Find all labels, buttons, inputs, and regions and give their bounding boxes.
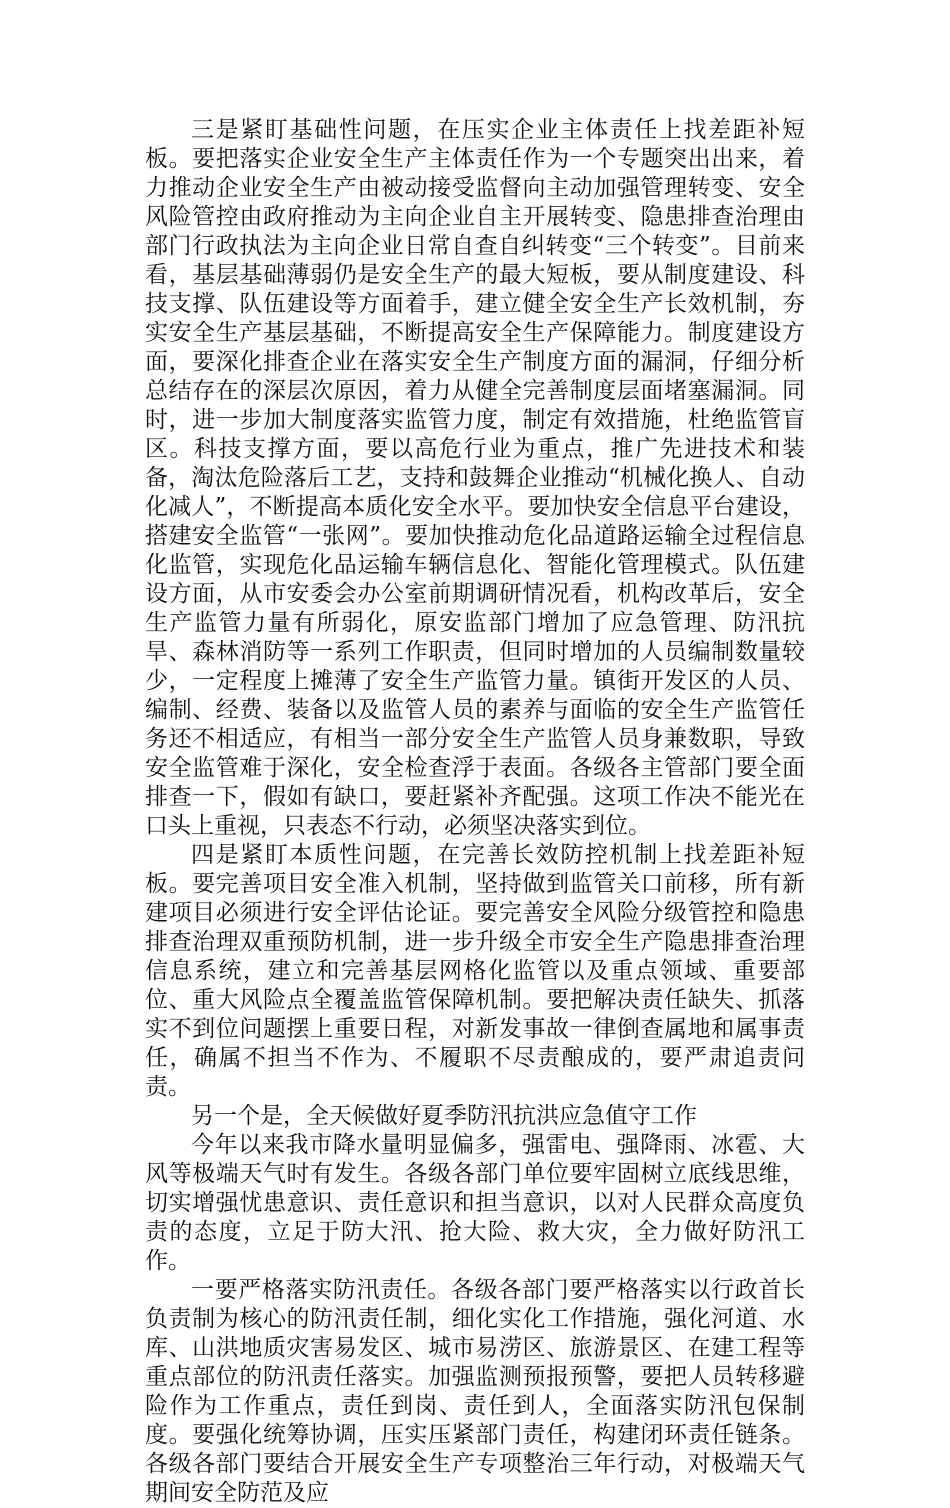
document-body [145,116,805,1508]
paragraph-flood-overview: 今年以来我市降水量明显偏多，强雷电、强降雨、冰雹、大风等极端天气时有发生。各级各部门单位要牢固树立底线思维，切实增强忧患意识、责任意识和担当意识，以对人民群众高度负责的态度，立足于防大汛、抢大险、救大灾，全力做好防汛工作。 [145,1132,805,1274]
paragraph-basic-issues: 三是紧盯基础性问题，在压实企业主体责任上找差距补短板。要把落实企业安全生产主体责任作为一个专题突出出来，着力推动企业安全生产由被动接受监督向主动加强管理转变、安全风险管控由政府推动为主向企业自主开展转变、隐患排查治理由部门行政执法为主向企业日常自查自纠转变“三个转变”。目前来看，基层基础薄弱仍是安全生产的最大短板，要从制度建设、科技支撑、队伍建设等方面着手，建立健全安全生产长效机制，夯实安全生产基层基础，不断提高安全生产保障能力。制度建设方面，要深化排查企业在落实安全生产制度方面的漏洞，仔细分析总结存在的深层次原因，着力从健全完善制度层面堵塞漏洞。同时，进一步加大制度落实监管力度，制定有效措施，杜绝监管盲区。科技支撑方面，要以高危行业为重点，推广先进技术和装备，淘汰危险落后工艺，支持和鼓舞企业推动“机械化换人、自动化减人”，不断提高本质化安全水平。要加快安全信息平台建设，搭建安全监管“一张网”。要加快推动危化品道路运输全过程信息化监管，实现危化品运输车辆信息化、智能化管理模式。队伍建设方面，从市安委会办公室前期调研情况看，机构改革后，安全生产监管力量有所弱化，原安监部门增加了应急管理、防汛抗旱、森林消防等一系列工作职责，但同时增加的人员编制数量较少，一定程度上摊薄了安全生产监管力量。镇街开发区的人员、编制、经费、装备以及监管人员的素养与面临的安全生产监管任务还不相适应，有相当一部分安全生产监管人员身兼数职，导致安全监管难于深化，安全检查浮于表面。各级各主管部门要全面排查一下，假如有缺口，要赶紧补齐配强。这项工作决不能光在口头上重视，只表态不行动，必须坚决落实到位。 [145,117,805,839]
paragraph-essential-issues: 四是紧盯本质性问题，在完善长效防控机制上找差距补短板。要完善项目安全准入机制，坚持做到监管关口前移，所有新建项目必须进行安全评估论证。要完善安全风险分级管控和隐患排查治理双重预防机制，进一步升级全市安全生产隐患排查治理信息系统，建立和完善基层网格化监管以及重点领域、重要部位、重大风险点全覆盖监管保障机制。要把解决责任缺失、抓落实不到位问题摆上重要日程，对新发事故一律倒查属地和属事责任，确属不担当不作为、不履职不尽责酿成的，要严肃追责问责。 [145,842,805,1100]
paragraph-flood-heading: 另一个是，全天候做好夏季防汛抗洪应急值守工作 [191,1103,697,1129]
paragraph-flood-responsibility: 一要严格落实防汛责任。各级各部门要严格落实以行政首长负责制为核心的防汛责任制，细化实化工作措施，强化河道、水库、山洪地质灾害易发区、城市易涝区、旅游景区、在建工程等重点部位的防汛责任落实。加强监测预报预警，要把人员转移避险作为工作重点，责任到岗、责任到人，全面落实防汛包保制度。要强化统筹协调，压实压紧部门责任，构建闭环责任链条。各级各部门要结合开展安全生产专项整治三年行动，对极端天气期间安全防范及应 [145,1277,805,1506]
